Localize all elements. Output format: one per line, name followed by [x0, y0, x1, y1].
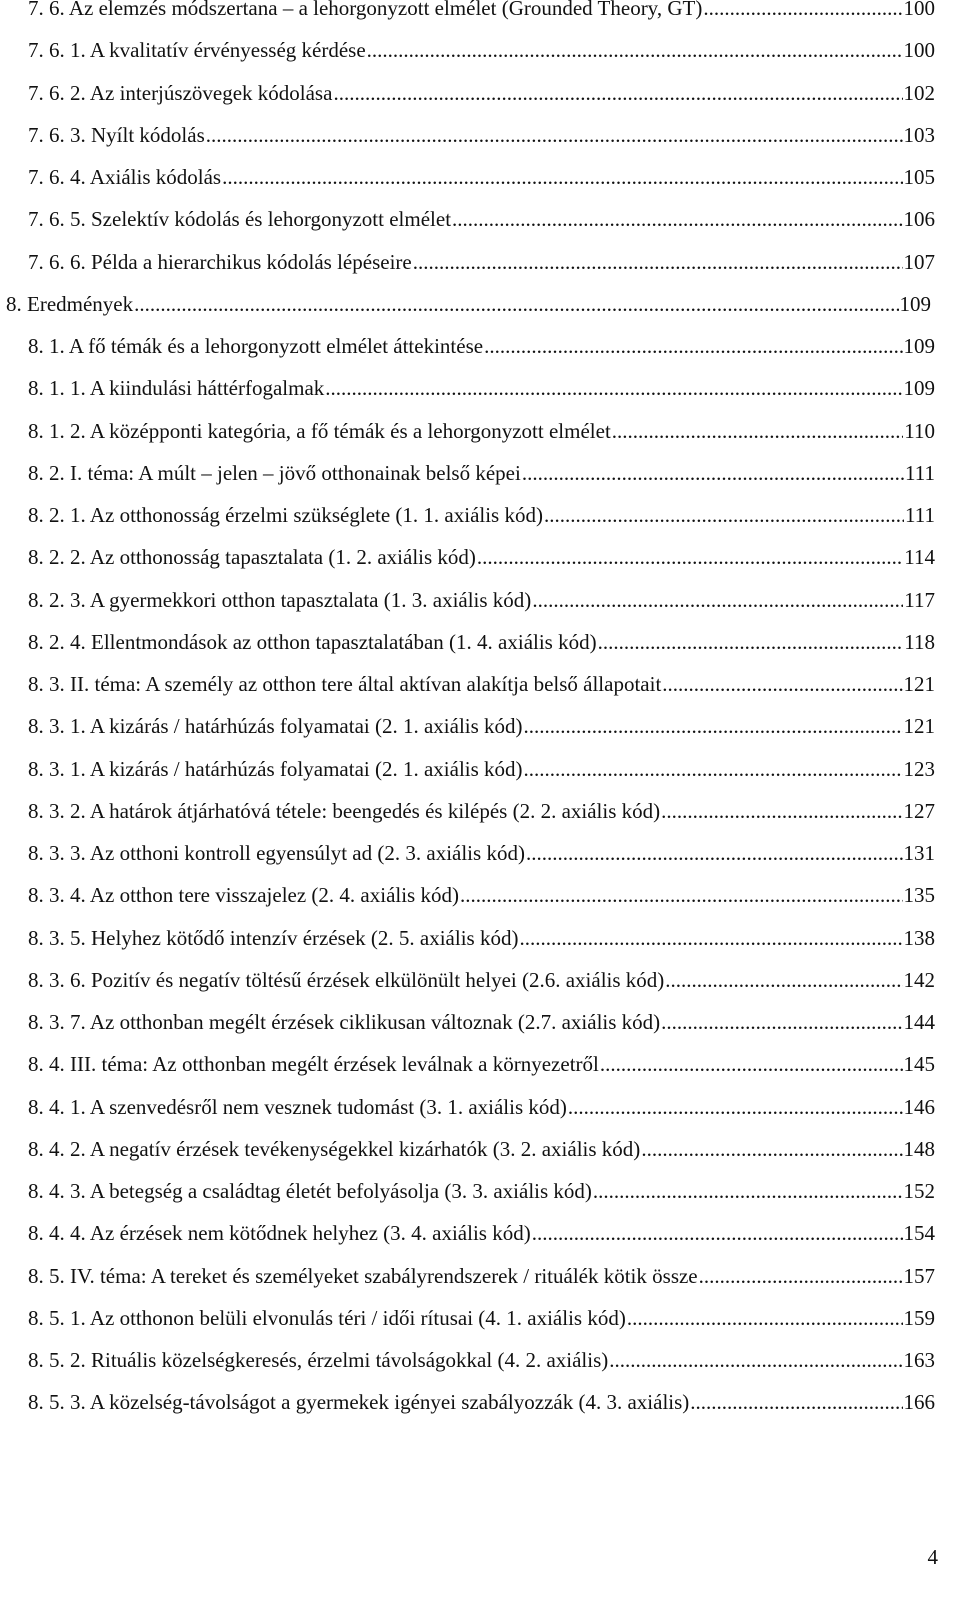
- toc-entry: [28, 543, 935, 571]
- toc-entry: [28, 839, 935, 867]
- toc-entry: [28, 797, 935, 825]
- toc-entry-page: 118: [904, 629, 935, 654]
- toc-leader-dots: [206, 121, 903, 149]
- toc-entry-title: 8. 2. I. téma: A múlt – jelen – jövő otthonainak belső képei: [28, 460, 521, 485]
- toc-entry-page: 100: [903, 0, 935, 20]
- toc-entry-title: 8. 1. A fő témák és a lehorgonyzott elmélet áttekintése: [28, 334, 484, 358]
- toc-entry: [28, 1135, 935, 1163]
- toc-leader-dots: [627, 1304, 903, 1332]
- toc-entry: [28, 966, 935, 994]
- toc-leader-dots: [699, 1262, 903, 1290]
- toc-entry-title: 7. 6. 5. Szelektív kódolás és lehorgonyzott elmélet: [28, 207, 452, 232]
- toc-entry: [28, 501, 935, 529]
- toc-entry-page: 142: [903, 967, 935, 992]
- toc-entry: [28, 374, 935, 402]
- toc-entry-title: 7. 6. 1. A kvalitatív érvényesség kérdése: [28, 38, 366, 63]
- toc-entry: [28, 79, 935, 107]
- toc-entry-title: 8. 4. 4. Az érzések nem kötődnek helyhez (3. 4. axiális kód): [28, 1221, 531, 1246]
- toc-entry-page: 109: [899, 291, 931, 316]
- toc-entry-page: 111: [905, 503, 935, 527]
- toc-leader-dots: [134, 290, 898, 318]
- toc-leader-dots: [452, 205, 902, 233]
- toc-leader-dots: [222, 163, 902, 191]
- toc-leader-dots: [524, 712, 903, 740]
- toc-entry: [28, 1093, 935, 1121]
- toc-entry: [28, 1388, 935, 1416]
- toc-leader-dots: [662, 670, 902, 698]
- toc-entry: [28, 121, 935, 149]
- toc-leader-dots: [325, 374, 902, 402]
- toc-entry-page: 152: [903, 1179, 935, 1203]
- toc-entry-page: 111: [905, 460, 935, 485]
- toc-entry-page: 121: [903, 672, 935, 696]
- toc-entry-page: 123: [903, 756, 935, 781]
- toc-entry-title: 8. 4. 1. A szenvedésről nem vesznek tudomást (3. 1. axiális kód): [28, 1094, 567, 1119]
- toc-entry-title: 8. 3. 1. A kizárás / határhúzás folyamatai (2. 1. axiális kód): [28, 714, 523, 739]
- toc-entry: [28, 1050, 935, 1078]
- toc-entry: [28, 459, 935, 487]
- toc-entry-page: 110: [904, 418, 935, 443]
- toc-entry-page: 163: [903, 1348, 935, 1372]
- toc-entry-page: 114: [904, 545, 935, 570]
- toc-entry-page: 109: [903, 376, 935, 401]
- toc-entry-page: 159: [903, 1305, 935, 1330]
- toc-leader-dots: [367, 36, 903, 64]
- toc-entry-title: 8. 5. 2. Rituális közelségkeresés, érzelmi távolságokkal (4. 2. axiális): [28, 1348, 609, 1372]
- toc-entry-title: 7. 6. 3. Nyílt kódolás: [28, 122, 205, 147]
- toc-entry: [28, 924, 935, 952]
- toc-leader-dots: [526, 839, 903, 867]
- toc-entry: [28, 755, 935, 783]
- toc-entry-page: 117: [904, 587, 935, 612]
- toc-entry: [28, 1304, 935, 1332]
- toc-entry: [28, 36, 935, 64]
- toc-entry-title: 8. 3. 4. Az otthon tere visszajelez (2. 4. axiális kód): [28, 883, 459, 908]
- toc-entry-page: 154: [903, 1221, 935, 1246]
- page-number: 4: [927, 1545, 938, 1569]
- toc-leader-dots: [333, 79, 902, 107]
- toc-entry-page: 107: [903, 249, 935, 274]
- toc-leader-dots: [544, 501, 904, 529]
- toc-entry: [28, 248, 935, 276]
- toc-entry: [28, 205, 935, 233]
- toc-entry-title: 8. 2. 3. A gyermekkori otthon tapasztalata (1. 3. axiális kód): [28, 587, 532, 612]
- toc-entry-title: 8. 1. 2. A középponti kategória, a fő témák és a lehorgonyzott elmélet: [28, 418, 611, 443]
- toc-leader-dots: [413, 248, 903, 276]
- toc-leader-dots: [612, 417, 903, 445]
- toc-leader-dots: [532, 586, 903, 614]
- toc-entry-title: 8. 2. 1. Az otthonosság érzelmi szükséglete (1. 1. axiális kód): [28, 503, 543, 527]
- toc-entry-page: 102: [903, 80, 935, 105]
- toc-entry: [6, 290, 931, 318]
- toc-entry-title: 7. 6. Az elemzés módszertana – a lehorgonyzott elmélet (Grounded Theory, GT): [28, 0, 703, 20]
- toc-entry: [28, 0, 935, 22]
- toc-entry-page: 103: [903, 122, 935, 147]
- toc-entry-title: 8. 2. 4. Ellentmondások az otthon tapasztalatában (1. 4. axiális kód): [28, 629, 597, 654]
- toc-entry-title: 8. 3. 5. Helyhez kötődő intenzív érzések (2. 5. axiális kód): [28, 925, 519, 950]
- toc-leader-dots: [690, 1388, 902, 1416]
- toc-leader-dots: [598, 628, 904, 656]
- toc-entry: [28, 1177, 935, 1205]
- toc-entry: [28, 670, 935, 698]
- toc-entry: [28, 628, 935, 656]
- toc-entry-page: 121: [903, 714, 935, 739]
- toc-entry-page: 131: [903, 841, 935, 865]
- toc-leader-dots: [665, 966, 902, 994]
- toc-entry-page: 135: [903, 883, 935, 908]
- toc-entry: [28, 1262, 935, 1290]
- toc-entry-page: 100: [903, 38, 935, 63]
- toc-entry-title: 8. 3. 7. Az otthonban megélt érzések ciklikusan változnak (2.7. axiális kód): [28, 1010, 661, 1034]
- toc-entry-page: 145: [903, 1052, 935, 1077]
- toc-leader-dots: [703, 0, 902, 22]
- toc-leader-dots: [522, 459, 904, 487]
- toc-entry: [28, 1008, 935, 1036]
- toc-leader-dots: [519, 924, 902, 952]
- toc-entry-page: 127: [903, 798, 935, 823]
- toc-entry-title: 8. 5. IV. téma: A tereket és személyeket szabályrendszerek / rituálék kötik össze: [28, 1263, 698, 1288]
- toc-entry-title: 8. Eredmények: [6, 291, 134, 316]
- toc-entry-title: 7. 6. 4. Axiális kódolás: [28, 165, 222, 189]
- toc-entry-title: 8. 5. 3. A közelség-távolságot a gyermekek igényei szabályozzák (4. 3. axiális): [28, 1390, 690, 1415]
- toc-entry-page: 138: [903, 925, 935, 950]
- toc-entry-title: 8. 3. 3. Az otthoni kontroll egyensúlyt ad (2. 3. axiális kód): [28, 841, 525, 865]
- toc-entry: [28, 417, 935, 445]
- toc-entry: [28, 881, 935, 909]
- toc-leader-dots: [593, 1177, 903, 1205]
- toc-entry: [28, 1346, 935, 1374]
- toc-entry-title: 8. 2. 2. Az otthonosság tapasztalata (1. 2. axiális kód): [28, 545, 476, 570]
- toc-entry: [28, 1219, 935, 1247]
- toc-entry: [28, 163, 935, 191]
- toc-entry-page: 146: [903, 1094, 935, 1119]
- toc-entry-page: 157: [903, 1263, 935, 1288]
- toc-entry: [28, 586, 935, 614]
- toc-entry-page: 105: [903, 165, 935, 189]
- toc-leader-dots: [661, 797, 902, 825]
- toc-entry-title: 8. 4. 3. A betegség a családtag életét befolyásolja (3. 3. axiális kód): [28, 1179, 592, 1203]
- toc-entry-title: 8. 5. 1. Az otthonon belüli elvonulás téri / idői rítusai (4. 1. axiális kód): [28, 1305, 626, 1330]
- toc-leader-dots: [609, 1346, 902, 1374]
- toc-leader-dots: [641, 1135, 902, 1163]
- toc-entry: [28, 712, 935, 740]
- toc-leader-dots: [661, 1008, 902, 1036]
- toc-leader-dots: [460, 881, 903, 909]
- toc-entry-title: 8. 3. 1. A kizárás / határhúzás folyamatai (2. 1. axiális kód): [28, 756, 523, 781]
- toc-entry-page: 166: [903, 1390, 935, 1415]
- toc-leader-dots: [532, 1219, 903, 1247]
- toc-entry-title: 8. 4. III. téma: Az otthonban megélt érzések leválnak a környezetről: [28, 1052, 599, 1077]
- toc-entry-page: 106: [903, 207, 935, 232]
- toc-entry: [28, 332, 935, 360]
- toc-leader-dots: [477, 543, 903, 571]
- toc-entry-title: 7. 6. 6. Példa a hierarchikus kódolás lépéseire: [28, 249, 412, 274]
- toc-entry-title: 7. 6. 2. Az interjúszövegek kódolása: [28, 80, 333, 105]
- toc-leader-dots: [568, 1093, 903, 1121]
- toc-entry-title: 8. 1. 1. A kiindulási háttérfogalmak: [28, 376, 325, 401]
- toc-entry-title: 8. 3. 6. Pozitív és negatív töltésű érzések elkülönült helyei (2.6. axiális kód): [28, 967, 665, 992]
- toc-entry-title: 8. 3. 2. A határok átjárhatóvá tétele: beengedés és kilépés (2. 2. axiális kód): [28, 798, 661, 823]
- toc-entry-title: 8. 3. II. téma: A személy az otthon tere által aktívan alakítja belső állapotait: [28, 672, 662, 696]
- toc-entry-page: 144: [903, 1010, 935, 1034]
- toc-entry-page: 148: [903, 1136, 935, 1161]
- toc-entry-page: 109: [903, 334, 935, 358]
- toc-leader-dots: [600, 1050, 903, 1078]
- toc-leader-dots: [524, 755, 903, 783]
- toc-leader-dots: [484, 332, 902, 360]
- toc-entry-title: 8. 4. 2. A negatív érzések tevékenységekkel kizárhatók (3. 2. axiális kód): [28, 1136, 641, 1161]
